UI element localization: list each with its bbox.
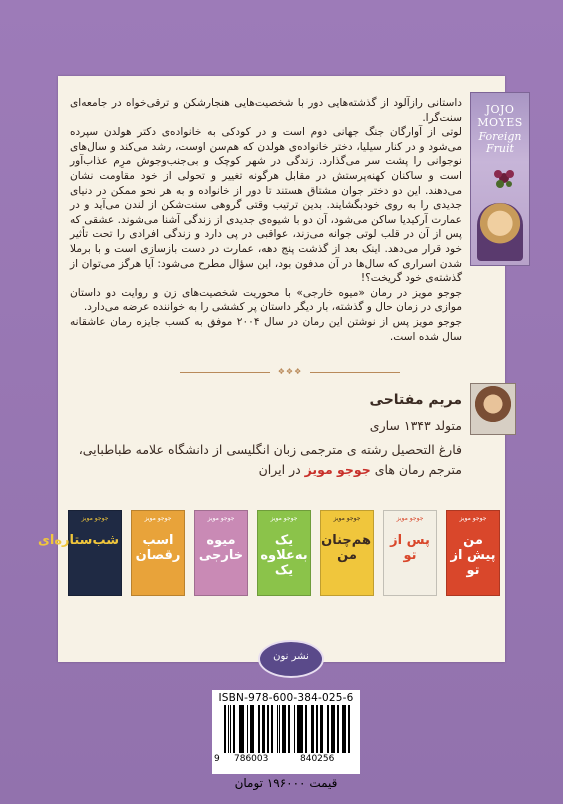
translator-education: فارغ التحصیل رشته ی مترجمی زبان انگلیسی از دانشگاه علامه طباطبایی، — [78, 442, 462, 457]
barcode-bar — [233, 705, 235, 753]
divider-ornament: ❖❖❖ — [277, 367, 303, 376]
other-book-title: من پیش از تو — [450, 533, 496, 578]
thumbnail-author: JOJO MOYES — [477, 103, 523, 129]
barcode-bar — [224, 705, 226, 753]
other-book-cover — [37, 510, 122, 596]
translator-photo — [470, 383, 516, 435]
other-book-author: جوجو مویز — [333, 515, 361, 522]
thumbnail-title: Foreign Fruit — [478, 130, 522, 155]
description-paragraph: جوجو مویز پس از نوشتن این رمان در سال ۲۰۰۴ موفق به کسب جایزه رمان عاشقانه سال شده است. — [70, 315, 462, 343]
author-portrait — [477, 203, 523, 261]
translations-prefix: مترجم رمان های — [370, 462, 462, 477]
barcode-bar — [284, 705, 286, 753]
barcode-bar — [327, 705, 329, 753]
other-book-author: جوجو مویز — [459, 515, 487, 522]
barcode-bar — [301, 705, 303, 753]
other-book-cover — [194, 510, 248, 596]
description-paragraph: داستانی رازآلود از گذشته‌هایی دور با شخصیت‌هایی هنجارشکن و ترقی‌خواه در جامعه‌ای سنت‌گرا. — [70, 97, 462, 124]
barcode-bar — [344, 705, 346, 753]
translator-translations — [70, 460, 462, 480]
barcode — [224, 705, 350, 753]
other-book-cover — [383, 510, 437, 596]
barcode-bar — [288, 705, 290, 753]
publisher-logo: نشر نون — [258, 640, 324, 678]
barcode-bar — [263, 705, 265, 753]
barcode-digit-group: 9 — [214, 754, 220, 764]
barcode-bar — [322, 705, 324, 753]
barcode-digit-group: 840256 — [300, 754, 335, 764]
barcode-bar — [258, 705, 260, 753]
barcode-bar — [247, 705, 249, 753]
translations-suffix: در ایران — [258, 462, 305, 477]
other-book-author: جوجو مویز — [81, 515, 109, 522]
barcode-bar — [252, 705, 254, 753]
other-book-title: هم‌چنان من — [321, 533, 371, 563]
barcode-bar — [316, 705, 318, 753]
translator-name: مریم مفتاحی — [369, 392, 462, 408]
other-book-title: شب‌ستاره‌ای — [37, 533, 119, 548]
barcode-bar — [348, 705, 350, 753]
barcode-bar — [243, 705, 245, 753]
translations-author: جوجو مویز — [304, 462, 371, 477]
other-book-cover — [131, 510, 185, 596]
translator-born: متولد ۱۳۴۳ ساری — [369, 418, 462, 433]
barcode-bar — [279, 705, 281, 753]
divider-line — [180, 372, 270, 373]
barcode-bar — [337, 705, 339, 753]
isbn-text: ISBN-978-600-384-025-6 — [218, 692, 354, 704]
other-book-title: یک به‌علاوه یک — [260, 533, 308, 578]
flower-icon — [491, 165, 517, 191]
other-book-author: جوجو مویز — [270, 515, 298, 522]
other-book-cover — [257, 510, 311, 596]
price-text: قیمت ۱۹۶۰۰۰ تومان — [234, 776, 338, 790]
barcode-digit-group: 786003 — [234, 754, 269, 764]
other-book-cover — [446, 510, 500, 596]
barcode-bar — [333, 705, 335, 753]
other-book-cover — [320, 510, 374, 596]
barcode-box — [212, 690, 360, 774]
barcode-bar — [294, 705, 296, 753]
barcode-bar — [305, 705, 307, 753]
other-book-author: جوجو مویز — [396, 515, 424, 522]
barcode-bar — [271, 705, 273, 753]
barcode-bar — [267, 705, 269, 753]
ornament-divider — [180, 367, 400, 377]
description-paragraph: جوجو مویز در رمان «میوه خارجی» با محوریت شخصیت‌های زن و روایت دو داستان موازی در زمان حال و گذشته، بار دیگر داستان پر کششی را به خواننده عرضه می‌دارد. — [70, 286, 462, 314]
book-cover-thumbnail — [470, 92, 530, 266]
book-description — [70, 96, 462, 344]
other-book-title: اسب رقصان — [135, 533, 181, 563]
divider-line — [310, 372, 400, 373]
other-book-title: میوه خارجی — [198, 533, 244, 563]
other-book-author: جوجو مویز — [144, 515, 172, 522]
barcode-bar — [230, 705, 232, 753]
barcode-bar — [312, 705, 314, 753]
other-book-author: جوجو مویز — [207, 515, 235, 522]
other-books-row — [37, 510, 505, 596]
other-book-title: پس از تو — [390, 533, 430, 563]
description-paragraph: لوتی از آوارگان جنگ جهانی دوم است و در کودکی به خانواده‌ی دکتر هولدن سپرده می‌شود و در کنار سیلیا، دختر خانواده‌ی هولدن که هم‌سن اوست، رشد می‌کند و سال‌های نوجوانی را پشت سر می‌گذارد. زندگی در شهر کوچک و بی‌جنب‌وجوش مرِم عذاب‌آور است و ساکنان کهنه‌پرستش در مقابل هرگونه تغییر و تحولی از خود مقاومت نشان می‌دهند. این دو دختر جوان مشتاق هستند تا دور از خانواده و به هر نحو ممکن در دنیای جدیدی را به روی خودبگشایند. بدین ترتیب وقتی گروهی سنت‌شکن از لندن می‌آید و در عمارت آرکیدیا ساکن می‌شود، آن دو با شیوه‌ی جدیدی از زندگی آشنا می‌شوند. عشقی که پس از آن در قلب لوتی جوانه می‌زند، عواقبی در پی دارد و زندگی افرادی را تحت تأثیر خود قرار می‌دهد. اینک بعد از گذشت پنج دهه، عمارت در دست بازسازی است و با برملا شدن اسراری که سال‌ها در آن مدفون بود، این سؤال مطرح می‌شود: آیا هرگز می‌توان از گذشته‌ی خود گریخت؟! — [70, 126, 462, 285]
